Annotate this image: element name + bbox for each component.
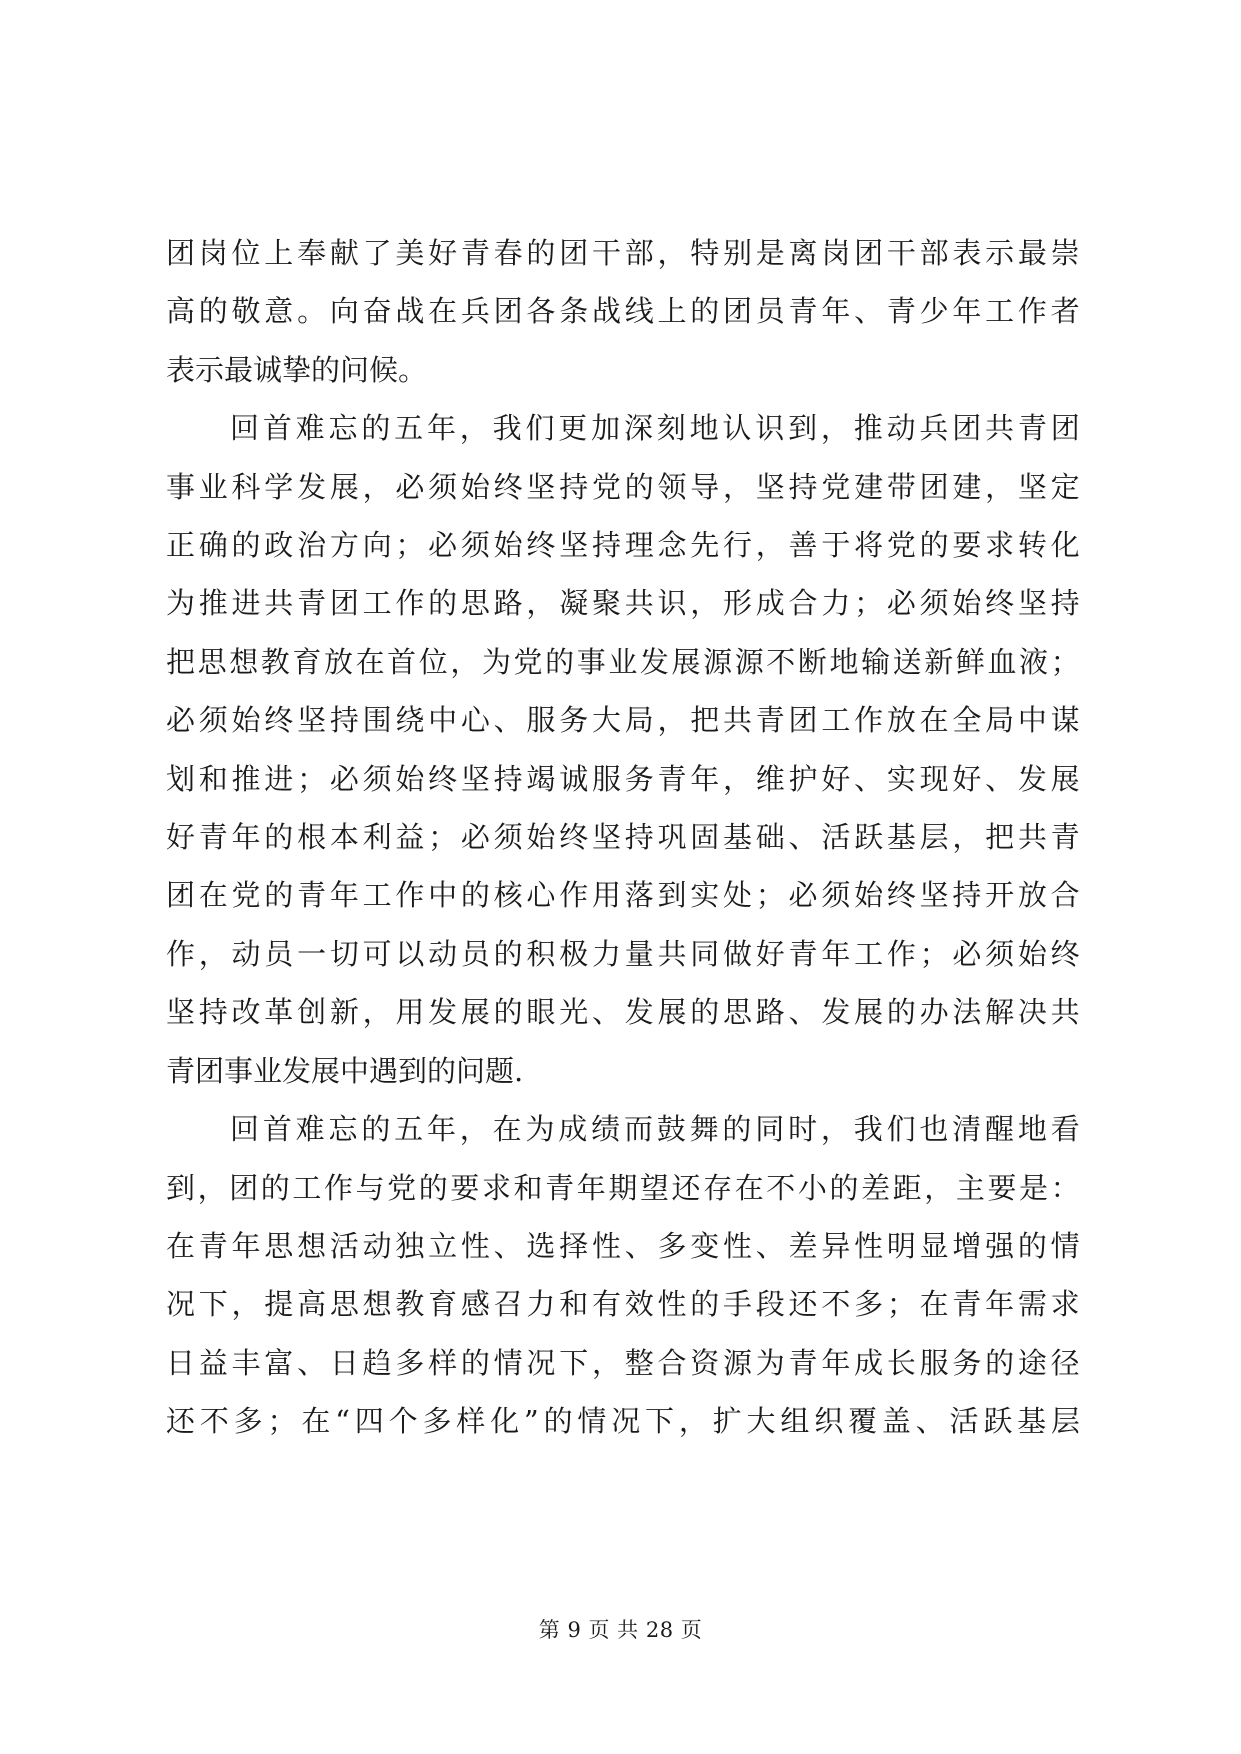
text-line: 日 益 丰 富 、 日 趋 多 样 的 情 况 下 ， 整 合 资 源 为 青 年 成 长 服 务 的 途 径 (166, 1345, 1080, 1380)
paragraph-1 (166, 224, 1080, 399)
paragraph-3 (166, 1100, 1080, 1450)
text-line: 在 青 年 思 想 活 动 独 立 性 、 选 择 性 、 多 变 性 、 差 异 性 明 显 增 强 的 情 (166, 1228, 1080, 1263)
text-line: 表示最诚挚的问候。 (166, 352, 428, 387)
text-line: 到 ， 团 的 工 作 与 党 的 要 求 和 青 年 期 望 还 存 在 不 小 的 差 距 ， 主 要 是 ： (166, 1170, 1080, 1205)
text-line: 好 青 年 的 根 本 利 益 ； 必 须 始 终 坚 持 巩 固 基 础 、 活 跃 基 层 ， 把 共 青 (166, 820, 1080, 855)
text-line: 坚 持 改 革 创 新 ， 用 发 展 的 眼 光 、 发 展 的 思 路 、 发 展 的 办 法 解 决 共 (166, 995, 1080, 1030)
text-line: 为 推 进 共 青 团 工 作 的 思 路 ， 凝 聚 共 识 ， 形 成 合 力 ； 必 须 始 终 坚 持 (166, 586, 1080, 621)
text-line: 回 首 难 忘 的 五 年 ， 我 们 更 加 深 刻 地 认 识 到 ， 推 动 兵 团 共 青 团 (230, 411, 1080, 446)
paragraph-2 (166, 399, 1080, 1100)
text-line: 正 确 的 政 治 方 向 ； 必 须 始 终 坚 持 理 念 先 行 ， 善 于 将 党 的 要 求 转 化 (166, 528, 1080, 563)
text-line: 事 业 科 学 发 展 ， 必 须 始 终 坚 持 党 的 领 导 ， 坚 持 党 建 带 团 建 ， 坚 定 (166, 469, 1080, 504)
page-footer: 第 9 页 共 28 页 (538, 1618, 703, 1642)
text-line: 团 岗 位 上 奉 献 了 美 好 青 春 的 团 干 部 ， 特 别 是 离 岗 团 干 部 表 示 最 崇 (166, 236, 1080, 270)
text-line: 团 在 党 的 青 年 工 作 中 的 核 心 作 用 落 到 实 处 ； 必 须 始 终 坚 持 开 放 合 (166, 878, 1080, 913)
body-text (166, 224, 1080, 1451)
text-line: 况 下 ， 提 高 思 想 教 育 感 召 力 和 有 效 性 的 手 段 还 不 多 ； 在 青 年 需 求 (166, 1287, 1080, 1322)
text-line: 把 思 想 教 育 放 在 首 位 ， 为 党 的 事 业 发 展 源 源 不 断 地 输 送 新 鲜 血 液 ； (166, 644, 1080, 679)
text-line: 青团事业发展中遇到的问题. (166, 1053, 524, 1088)
text-line: 划 和 推 进 ； 必 须 始 终 坚 持 竭 诚 服 务 青 年 ， 维 护 好 、 实 现 好 、 发 展 (166, 761, 1080, 796)
text-line: 还 不 多 ； 在 “ 四 个 多 样 化 ” 的 情 况 下 ， 扩 大 组 织 覆 盖 、 活 跃 基 层 (166, 1404, 1080, 1439)
text-line: 回 首 难 忘 的 五 年 ， 在 为 成 绩 而 鼓 舞 的 同 时 ， 我 们 也 清 醒 地 看 (230, 1112, 1080, 1147)
text-line: 必 须 始 终 坚 持 围 绕 中 心 、 服 务 大 局 ， 把 共 青 团 工 作 放 在 全 局 中 谋 (166, 703, 1080, 738)
text-line: 作 ， 动 员 一 切 可 以 动 员 的 积 极 力 量 共 同 做 好 青 年 工 作 ； 必 须 始 终 (166, 936, 1080, 971)
text-line: 高 的 敬 意 。 向 奋 战 在 兵 团 各 条 战 线 上 的 团 员 青 年 、 青 少 年 工 作 者 (166, 294, 1080, 329)
